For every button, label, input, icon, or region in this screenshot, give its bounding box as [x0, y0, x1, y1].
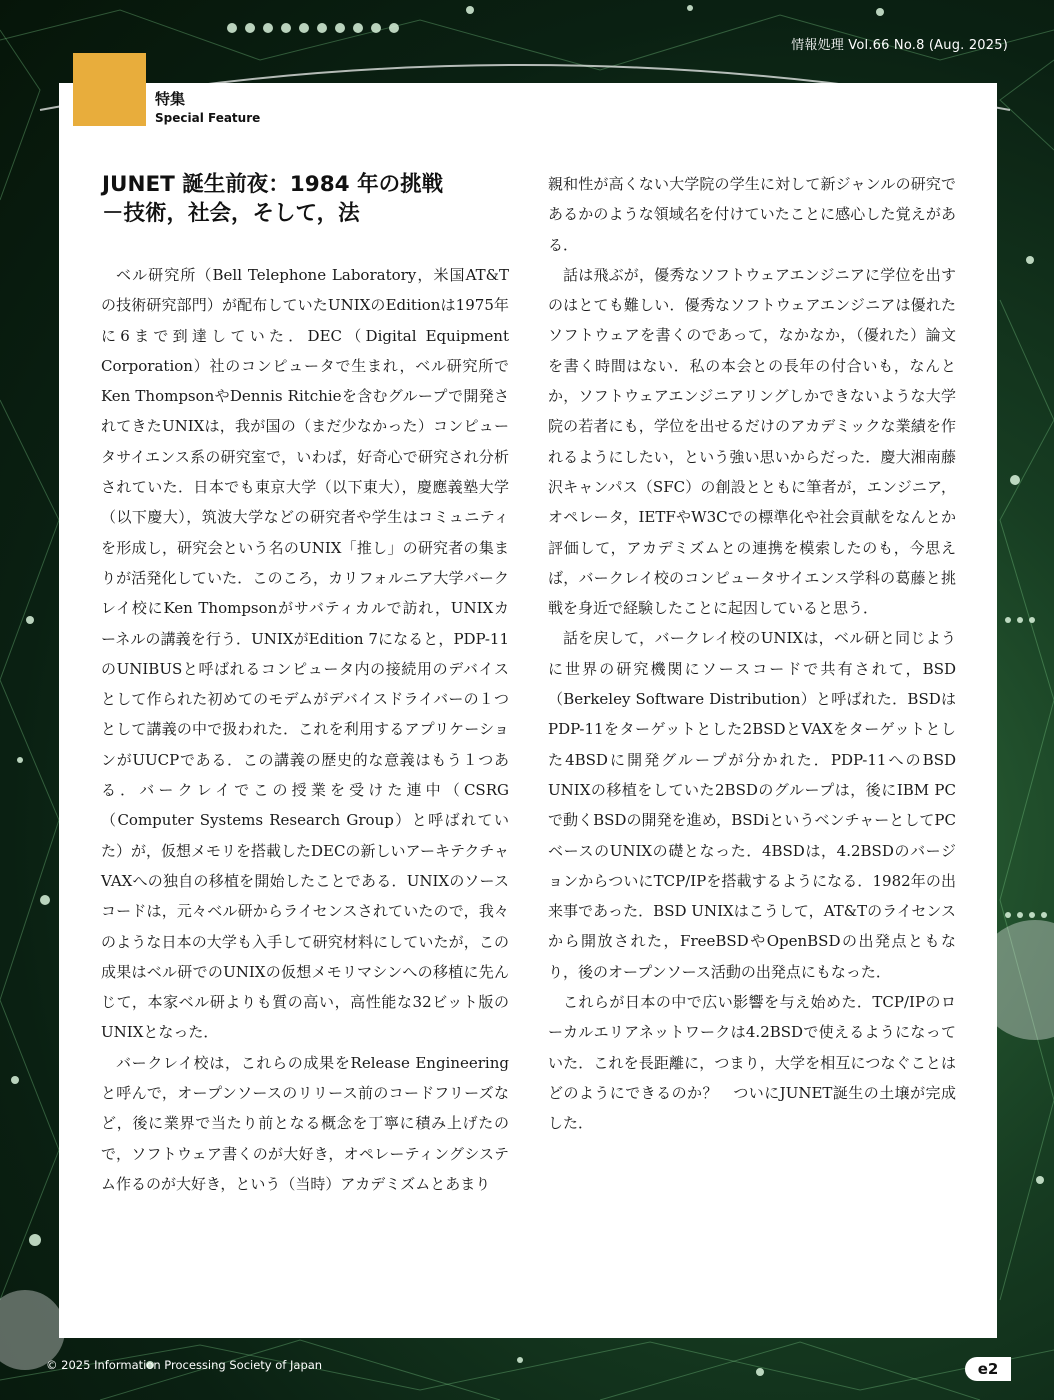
paragraph: 話は飛ぶが，優秀なソフトウェアエンジニアに学位を出すのはとても難しい．優秀なソフトウェアエンジニアは優れたソフトウェアを書くのであって，なかなか，（優れた）論文を書く時間はない．私の本会との長年の付合いも，なんとか，ソフトウェアエンジニアリングしかできないような大学院の若者にも，学位を出せるだけのアカデミックな業績を作れるようにしたい，という強い思いからだった．慶大湘南藤沢キャンパス（SFC）の創設とともに筆者が，エンジニア，オペレータ，IETFやW3Cでの標準化や社会貢献をなんとか評価して，アカデミズムとの連携を模索したのも，今思えば，バークレイ校のコンピュータサイエンス学科の葛藤と挑戦を身近で経験したことに起因していると思う． — [548, 265, 956, 618]
article-title-line2: －技術，社会，そして，法 — [102, 201, 360, 226]
paragraph: 親和性が高くない大学院の学生に対して新ジャンルの研究であるかのような領域名を付けていたことに感心した覚えがある． — [548, 175, 956, 254]
issue-header: 情報処理 Vol.66 No.8 (Aug. 2025) — [791, 38, 1008, 53]
paragraph: ベル研究所（Bell Telephone Laboratory，米国AT&Tの技術研究部門）が配布していたUNIXのEditionは1975年に6まで到達していた．DEC（Digital Equipment Corporation）社のコンピュータで生まれ，ベル研究所でKen ThompsonやDennis Ritchieを含むグループで開発されてきたUNIXは，我が国の（まだ少なかった）コンピュータサイエンス系の研究室で，いわば，好奇心で研究され分析されていた．日本でも東京大学（以下東大），慶應義塾大学（以下慶大），筑波大学などの研究者や学生はコミュニティを形成し，研究会という名のUNIX「推し」の研究者の集まりが活発化していた．このころ，カリフォルニア大学バークレイ校にKen Thompsonがサバティカルで訪れ，UNIXカーネルの講義を行う．UNIXがEdition 7になると，PDP-11のUNIBUSと呼ばれるコンピュータ内の接続用のデバイスとして作られた初めてのモデムがデバイスドライバーの１つとして講義の中で扱われた．これを利用するアプリケーションがUUCPである．この講義の歴史的な意義はもう１つある．バークレイでこの授業を受けた連中（CSRG（Computer Systems Research Group）と呼ばれていた）が，仮想メモリを搭載したDECの新しいアーキテクチャVAXへの独自の移植を開始したことである．UNIXのソースコードは，元々ベル研からライセンスされていたので，我々のような日本の大学も入手して研究材料にしていたが，この成果はベル研でのUNIXの仮想メモリマシンへの移植に先んじて，本家ベル研よりも質の高い，高性能な32ビット版のUNIXとなった． — [101, 266, 509, 1042]
feature-tag-ja: 特集 — [155, 90, 186, 108]
paragraph: バークレイ校は，これらの成果をRelease Engineeringと呼んで，オープンソースのリリース前のコードフリーズなど，後に業界で当たり前となる概念を丁寧に積み上げたので，ソフトウェア書くのが大好き，オペレーティングシステム作るのが大好き，という（当時）アカデミズムとあまり — [101, 1053, 509, 1193]
feature-accent-block — [73, 53, 146, 126]
feature-tag-en: Special Feature — [155, 111, 261, 125]
page-number: e2 — [965, 1357, 1011, 1381]
left-column — [101, 260, 509, 1199]
article-title-line1: JUNET 誕生前夜：1984 年の挑戦 — [102, 172, 444, 197]
copyright: © 2025 Information Processing Society of Japan — [46, 1358, 323, 1372]
right-column — [548, 169, 956, 1139]
paragraph: 話を戻して，バークレイ校のUNIXは，ベル研と同じように世界の研究機関にソースコードで共有されて，BSD（Berkeley Software Distribution）と呼ばれた．BSDはPDP-11をターゲットとした2BSDとVAXをターゲットとした4BSDに開発グループが分かれた．PDP-11へのBSD UNIXの移植をしていた2BSDのグループは，後にIBM PCで動くBSDの開発を進め，BSDiというベンチャーとしてPCベースのUNIXの礎となった．4BSDは，4.2BSDのバージョンからついにTCP/IPを搭載するようになる．1982年の出来事であった．BSD UNIXはこうして，AT&Tのライセンスから開放された，FreeBSDやOpenBSDの出発点ともなり，後のオープンソース活動の出発点にもなった． — [548, 629, 956, 981]
article-title — [102, 170, 522, 228]
paragraph: これらが日本の中で広い影響を与え始めた．TCP/IPのローカルエリアネットワークは4.2BSDで使えるようになっていた．これを長距離に，つまり，大学を相互につなぐことはどのようにできるのか？ ついにJUNET誕生の土壌が完成した． — [548, 993, 956, 1133]
